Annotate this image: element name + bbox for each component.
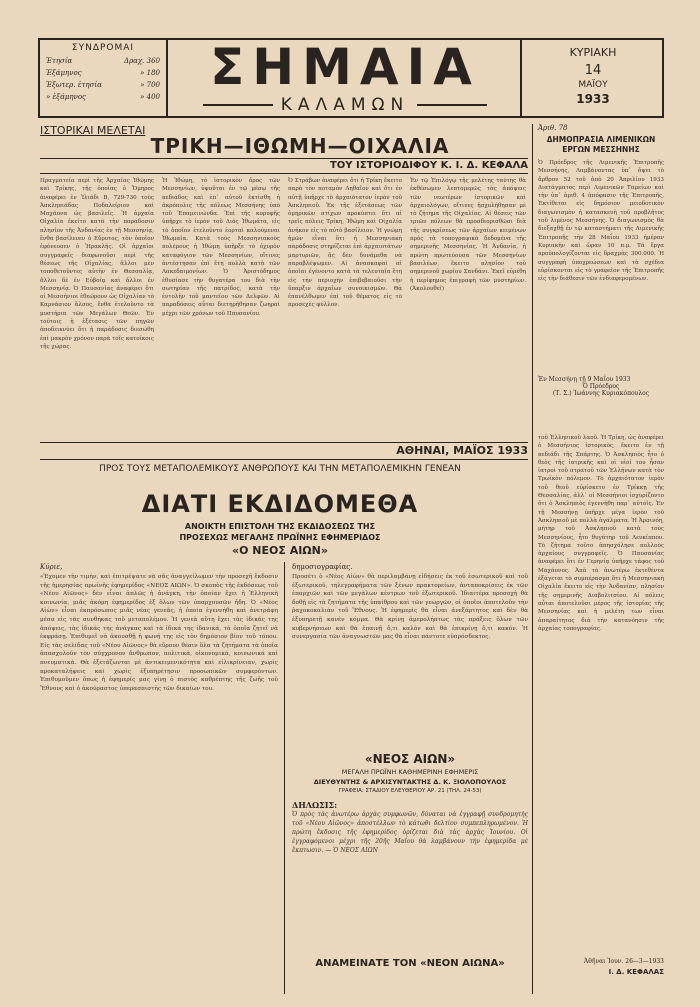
notice-place-date: Ἐν Μεσσήνῃ τῇ 9 Μαΐου 1933 xyxy=(538,376,631,383)
letter-salutation: Κύριε, xyxy=(40,563,63,571)
subtitle-row xyxy=(170,96,520,114)
letter-column: Προσέτι ὁ «Νέος Αἰὼν» θὰ περιλαμβάνῃ εἰδήσεις ἐκ τοῦ ἐσωτερικοῦ καὶ τοῦ ἐξωτερικοῦ, τηλεγραφήματα τῶν ξένων πρακτορείων, ἀνταποκρίσεις ἐκ τῶν ἐπαρχιῶν καὶ τῶν μεγάλων κέντρων τοῦ ἐξωτερικοῦ. Ἰδιαιτέρα προσοχὴ θὰ δοθῇ εἰς τὰ ζητήματα τῆς ὑπαίθρου καὶ τῶν γεωργῶν, οἱ ὁποῖοι ἀποτελοῦν τὴν ῥαχοκοκαλιὰν τοῦ Ἔθνους. Ἡ ἐφημερὶς θὰ εἶναι ἀνεξάρτητος καὶ δὲν θὰ ἐξυπηρετῇ κανὲν κόμμα. Θὰ κρίνῃ ἀμερολήπτως τὰς πράξεις ὅλων τῶν κυβερνήσεων καὶ θὰ ἐπαινῇ ὅ,τι καλὸν καὶ θὰ ἐπικρίνῃ ὅ,τι κακόν. Ἡ συνεργασία τῶν ἀναγνωστῶν μας θὰ εἶναι πάντοτε εὐπρόσδεκτος. xyxy=(292,574,528,641)
rule xyxy=(40,442,528,443)
notice-headline: ΔΗΜΟΠΡΑΣΙΑ ΛΙΜΕΝΙΚΩΝ ΕΡΓΩΝ ΜΕΣΣΗΝΗΣ xyxy=(546,135,656,154)
ad-editor: ΔΙΕΥΘΥΝΤΗΣ & ΑΡΧΙΣΥΝΤΑΚΤΗΣ Δ. Κ. ΞΙΟΛΟΠΟΥΛΟΣ xyxy=(313,778,507,786)
column-rule xyxy=(284,562,285,994)
history-column: Ἡ Ἰθώμη, τὸ ἱστορικὸν ὄρος τῶν Μεσσηνίων, ὑψοῦται ἐν τῷ μέσῳ τῆς πεδιάδος καὶ ἐπ᾽ αὐτοῦ ἐκτίσθη ἡ ἀκρόπολις τῆς πόλεως Μεσσήνης ὑπὸ τοῦ Ἐπαμεινώνδα. Ἐπὶ τῆς κορυφῆς ὑπῆρχε τὸ ἱερὸν τοῦ Διὸς Ἰθωμάτα, εἰς τὸ ὁποῖον ἐτελοῦντο ἑορταὶ καλούμεναι Ἰθωμαῖα. Κατὰ τοὺς Μεσσηνιακοὺς πολέμους ἡ Ἰθώμη ὑπῆρξε τὸ ὀχυρὸν καταφύγιον τῶν Μεσσηνίων, οἵτινες ἀντέστησαν ἐπὶ ἔτη πολλὰ κατὰ τῶν Λακεδαιμονίων. Ὁ Ἀριστόδημος ἐθυσίασε τὴν θυγατέρα του διὰ τὴν σωτηρίαν τῆς πατρίδος, κατὰ τὴν ἐντολὴν τοῦ μαντείου τῶν Δελφῶν. Αἱ παραδόσεις αὗται διετηρήθησαν ζωηραὶ μέχρι τῶν χρόνων τοῦ Παυσανίου. xyxy=(162,178,280,317)
rule xyxy=(40,173,528,174)
history-byline: ΤΟΥ ΙΣΤΟΡΙΟΔΙΦΟΥ Κ. Ι. Δ. ΚΕΦΑΛΑ xyxy=(329,160,528,171)
letter-dateline: ΑΘΗΝΑΙ, ΜΑΪΟΣ 1933 xyxy=(396,444,528,457)
history-headline: ΤΡΙΚΗ—ΙΘΩΜΗ—ΟΙΧΑΛΙΑ xyxy=(150,134,450,158)
declaration-text: Ὁ πρὸς τὰς ἀνωτέρω ἀρχὰς συμφωνῶν, δύναται νὰ ἐγγραφῇ συνδρομητὴς τοῦ «Νέου Αἰῶνος» ἀποστέλλων τὸ κάτωθι δελτίον συμπεπληρωμένον. Ἡ πρώτη ἔκδοσις τῆς ἐφημερίδος ὁρίζεται διὰ τὰς ἀρχὰς Ἰουνίου. Οἱ ἐγγραφόμενοι μέχρι τῆς 20ῆς Μαΐου θὰ λαμβάνουν τὴν ἐφημερίδα μὲ ἔκπτωσιν. — Ὁ ΝΕΟΣ ΑΙΩΝ xyxy=(292,811,528,854)
issue-date-box xyxy=(524,40,662,116)
notice-body: Ὁ Πρόεδρος τῆς Λιμενικῆς Ἐπιτροπῆς Μεσσήνης, Λαμβάνοντας ὑπ᾽ ὄψει τὸ ἄρθρον 52 τοῦ ἀπὸ 20 Ἀπριλίου 1933 Διατάγματος περὶ Λιμενικῶν Ταμείων καὶ τὴν ὑπ᾽ ἀριθ. 4 ἀπόφασιν τῆς Ἐπιτροπῆς, Ἐκτίθεται εἰς δημόσιον μειοδοτικὸν διαγωνισμὸν ἡ κατασκευὴ τοῦ προβλῆτος τοῦ λιμένος Μεσσήνης. Ὁ διαγωνισμὸς θὰ διεξαχθῇ ἐν τῷ καταστήματι τῆς Λιμενικῆς Ἐπιτροπῆς τὴν 28 Μαΐου 1933 ἡμέραν Κυριακὴν καὶ ὥραν 10 π.μ. Τὰ ἔργα προϋπολογίζονται εἰς δραχμὰς 300.000. Ἡ συγγραφὴ ὑποχρεώσεων καὶ τὰ σχέδια εὑρίσκονται εἰς τὸ γραφεῖον τῆς Ἐπιτροπῆς εἰς τὴν διάθεσιν τῶν ἐνδιαφερομένων. xyxy=(538,160,664,283)
ad-subtitle: ΜΕΓΑΛΗ ΠΡΩΪΝΗ ΚΑΘΗΜΕΡΙΝΗ ΕΦΗΜΕΡΙΣ xyxy=(341,768,479,776)
ad-address: ΓΡΑΦΕΙΑ: ΣΤΑΔΙΟΥ ΕΛΕΥΘΕΡΙΟΥ ΑΡ. 21 (ΤΗΛ. 24-53) xyxy=(338,788,482,794)
issue-date-year: 1933 xyxy=(576,92,610,106)
ad-title: «ΝΕΟΣ ΑΙΩΝ» xyxy=(364,752,456,766)
newspaper-title: ΣΗΜΑΙΑ xyxy=(210,38,480,96)
newspaper-subtitle: ΚΑΛΑΜΩΝ xyxy=(280,95,410,115)
rule xyxy=(40,459,528,460)
history-column: Ὁ Στράβων ἀναφέρει ὅτι ἡ Τρίκη ἔκειτο παρὰ τὸν ποταμὸν Ληθαῖον καὶ ὅτι ἐν αὐτῇ ὑπῆρχε τὸ ἀρχαιότατον ἱερὸν τοῦ Ἀσκληπιοῦ. Ἐκ τῆς ἐξετάσεως τῶν ὁμηρικῶν στίχων προκύπτει ὅτι αἱ τρεῖς πόλεις Τρίκη, Ἰθώμη καὶ Οἰχαλία ἀνήκον εἰς τὸ αὐτὸ βασίλειον. Ἡ γνώμη ἡμῶν εἶναι ὅτι ἡ Μεσσηνιακὴ παράδοσις στηρίζεται ἐπὶ ἀρχαιοτάτων μαρτυριῶν, ἃς δὲν δυνάμεθα νὰ παραβλέψωμεν. Αἱ ἀνασκαφαὶ αἱ ὁποῖαι ἐγένοντο κατὰ τὰ τελευταῖα ἔτη εἰς τὴν περιοχὴν ἐπιβεβαιοῦσι τὴν ὕπαρξιν ἀρχαίων συνοικισμῶν. Θὰ ἐπανέλθωμεν ἐπὶ τοῦ θέματος εἰς τὸ προσεχὲς φύλλον. xyxy=(288,178,402,309)
subscription-row: Ἐτησία Δραχ. 360 xyxy=(46,57,160,65)
newspaper-title-block xyxy=(170,38,520,118)
public-notice xyxy=(538,124,664,397)
right-column-date: Ἀθῆναι Ἰουν. 26—3—1933 xyxy=(583,958,664,965)
subtitle-rule xyxy=(417,104,487,106)
issue-day: ΚΥΡΙΑΚΗ xyxy=(569,46,617,59)
issue-date-day: 14 xyxy=(584,63,602,78)
letter-headline: ΔΙΑΤΙ ΕΚΔΙΔΟΜΕΘΑ xyxy=(141,490,419,518)
issue-date-month: ΜΑΪΟΥ xyxy=(578,80,608,90)
masthead-divider xyxy=(166,38,168,118)
section-label: ΙΣΤΟΡΙΚΑΙ ΜΕΛΕΤΑΙ xyxy=(40,124,146,137)
subscriptions-box xyxy=(40,40,166,116)
declaration-title: ΔΗΛΩΣΙΣ: xyxy=(292,800,338,810)
rule xyxy=(40,158,528,159)
masthead-divider xyxy=(520,38,522,118)
letter-kicker: ΠΡΟΣ ΤΟΥΣ ΜΕΤΑΠΟΛΕΜΙΚΟΥΣ ΑΝΘΡΩΠΟΥΣ ΚΑΙ ΤΗΝ ΜΕΤΑΠΟΛΕΜΙΚΗΝ ΓΕΝΕΑΝ xyxy=(99,464,461,474)
notice-sign-name: (Τ. Σ.) Ἰωάννης Κυριακόπουλος xyxy=(552,390,650,397)
letter-deck: «Ο ΝΕΟΣ ΑΙΩΝ» xyxy=(232,544,328,557)
subscription-row: Ἐξωτερ. ἐτησία » 700 xyxy=(46,81,160,89)
subtitle-rule xyxy=(203,104,273,106)
letter-column: «Ἐχομεν τὴν τιμὴν, καὶ ἐπιτρέψατε νὰ σᾶς ἀναγγείλωμεν τὴν προσεχῆ ἔκδοσιν τῆς ἡμερησίας πρωϊνῆς ἐφημερίδος «ΝΕΟΣ ΑΙΩΝ». Ὁ σκοπὸς τῆς ἐκδόσεως τοῦ «Νέου Αἰῶνος» δὲν εἶναι ἁπλῶς ἡ ἀνάγκη, τὴν ὁποίαν ἔχει ἡ Ἑλληνικὴ κοινωνία, μιᾶς ἀκόμη ἐφημερίδος ἐξ ὅλων τῶν ὑπαρχουσῶν ἤδη. Ὁ «Νέος Αἰὼν» εἶναι ἐκπρόσωπος μιᾶς νέας γενεᾶς, ἡ ὁποία ἐγεννήθη καὶ ἀνετράφη μέσα εἰς τὰς συνθήκας τοῦ μεταπολέμου. Ἡ γενεὰ αὕτη ἔχει τὰς ἰδικάς της ἀπόψεις, τὰς ἰδικάς της ἀνάγκας καὶ τὰ ἰδικά της ἰδανικά, τὰ ὁποῖα ζητεῖ νὰ ἐκφράσῃ. Ἐπιθυμεῖ νὰ ἀκουσθῇ ἡ φωνή της εἰς τὸν δημόσιον βίον τοῦ τόπου. Εἰς τὰς σελίδας τοῦ «Νέου Αἰῶνος» θὰ εὕρουν θέσιν ὅλα τὰ ζητήματα τὰ ὁποῖα ἀπασχολοῦν τὸν σύγχρονον ἄνθρωπον, πολιτικά, οἰκονομικά, κοινωνικά καὶ πνευματικά. Θὰ ἐξετάζωνται μὲ ἀντικειμενικότητα καὶ εἰλικρίνειαν, χωρὶς προκαταλήψεις καὶ χωρὶς ἐξυπηρέτησιν προσωπικῶν συμφερόντων. Ἐπιθυμοῦμεν ὅπως ἡ ἐφημερίς μας γίνῃ ὁ πιστὸς καθρέπτης τῆς ζωῆς τοῦ Ἔθνους καὶ ὁ ἀκούραστος ὑπερασπιστὴς τῶν δικαίων του. xyxy=(40,574,278,692)
notice-sign-title: Ὁ Πρόεδρος xyxy=(582,383,620,390)
subscription-row: Ἑξάμηνος » 180 xyxy=(46,69,160,77)
notice-label: Ἀριθ. 78 xyxy=(538,124,568,132)
right-column-author: Ι. Δ. ΚΕΦΑΛΑΣ xyxy=(608,968,664,976)
letter-deck: ΠΡΟΣΕΧΩΣ ΜΕΓΑΛΗΣ ΠΡΩΪΝΗΣ ΕΦΗΜΕΡΙΔΟΣ xyxy=(179,533,381,542)
letter-col2-title: δημοσιογραφίας. xyxy=(292,563,353,571)
history-column: Πραγματεία περὶ τῆς Ἀρχαίας Ἰθώμης καὶ Τρίκης, τῆς ὁποίας ὁ Ὅμηρος ἀναφέρει ἐν Ἰλιάδι Β, 729-730 τοὺς Ἀσκληπιάδας Ποδαλείριον καὶ Μαχάονα ὡς βασιλεῖς. Ἡ ἀρχαία Οἰχαλία ἐκείτο κατὰ τὴν παράδοσιν πλησίον τῆς Ἀνδανίας ἐν τῇ Μεσσηνίᾳ, ἔνθα βασίλευεν ὁ Εὔρυτος, τὸν ὁποῖον ἐφόνευσεν ὁ Ἡρακλῆς. Οἱ ἀρχαῖοι συγγραφεῖς διαφωνοῦσι περὶ τῆς θέσεως τῆς Οἰχαλίας, ἄλλοι μὲν τοποθετοῦντες αὐτὴν ἐν Θεσσαλίᾳ, ἄλλοι δὲ ἐν Εὐβοίᾳ καὶ ἄλλοι ἐν Μεσσηνίᾳ. Ὁ Παυσανίας ἀναφέρει ὅτι οἱ Μεσσήνιοι ἐθεώρουν ὡς Οἰχαλίαν τὸ Καρνάσιον ἄλσος, ἔνθα ἐτελοῦντο τὰ μυστήρια τῶν Μεγάλων Θεῶν. Ἐν τούτοις ἡ ἐξέτασις τῶν πηγῶν ἀποδεικνύει ὅτι ἡ παράδοσις διεσώθη ἐπὶ μακρὸν χρόνον παρὰ τοῖς κατοίκοις τῆς χώρας. xyxy=(40,178,154,350)
history-column: Ἐν τῷ Ἐπιλόγῳ τῆς μελέτης ταύτης θὰ ἐκθέσωμεν λεπτομερῶς τὰς ἀπόψεις τῶν νεωτέρων ἱστορικῶν καὶ ἀρχαιολόγων, οἵτινες ἠσχολήθησαν μὲ τὸ ζήτημα τῆς Οἰχαλίας. Αἱ θέσεις τῶν τριῶν πόλεων θὰ προσδιορισθῶσι διὰ τῆς συγκρίσεως τῶν ἀρχαίων κειμένων πρὸς τὰ τοπογραφικὰ δεδομένα τῆς σημερινῆς Μεσσηνίας. Ἡ Ἀνδανία, ἡ πρώτη πρωτεύουσα τῶν Μεσσηνίων βασιλέων, ἔκειτο πλησίον τοῦ σημερινοῦ χωρίου Σανδάνι. Ἐκεῖ εὑρέθη ἡ περίφημος ἐπιγραφὴ τῶν μυστηρίων. (Ἀκολουθεῖ) xyxy=(410,178,526,292)
column-rule xyxy=(532,124,533,994)
letter-deck: ΑΝΟΙΚΤΗ ΕΠΙΣΤΟΛΗ ΤΗΣ ΕΚΔΙΔΟΣΕΩΣ ΤΗΣ xyxy=(184,522,376,531)
subscriptions-title: ΣΥΝΔΡΟΜΑΙ xyxy=(71,43,135,53)
right-column: τοῦ Ἑλληνικοῦ λαοῦ. Ἡ Τρίκη, ὡς ἀναφέρει ὁ Μεσσήνιος ἱστορικὸς, ἔκειτο ἐν τῇ πεδιάδι τῆς Σπάρτης. Ὁ Ἀσκληπιὸς ἦτο ὁ θεὸς τῆς ἰατρικῆς καὶ οἱ υἱοί του ἦσαν ἰατροὶ τοῦ στρατοῦ τῶν Ἑλλήνων κατὰ τὸν Τρωϊκὸν πόλεμον. Τὸ ἀρχαιότατον ἱερὸν τοῦ θεοῦ εὑρίσκετο ἐν Τρίκκῃ τῆς Θεσσαλίας, ἀλλ᾽ οἱ Μεσσήνιοι ἰσχυρίζοντο ὅτι ὁ Ἀσκληπιὸς ἐγεννήθη παρ᾽ αὐτοῖς. Ἐν τῇ Μεσσήνῃ ὑπῆρχε μέγα ἱερὸν τοῦ Ἀσκληπιοῦ μὲ πολλὰ ἀγάλματα. Ἡ Ἀρσινόη, μήτηρ τοῦ Ἀσκληπιοῦ κατὰ τοὺς Μεσσηνίους, ἦτο θυγάτηρ τοῦ Λευκίππου. Τὸ ζήτημα τοῦτο ἀπησχόλησε πολλοὺς ἀρχαίους συγγραφεῖς. Ὁ Παυσανίας ἀναφέρει ὅτι ἐν Γερηνίᾳ ὑπῆρχε τάφος τοῦ Μαχάονος. Ἀπὸ τὰ ἀνωτέρω ἐκτεθέντα ἐξάγεται τὸ συμπέρασμα ὅτι ἡ Μεσσηνιακὴ Οἰχαλία ἔκειτο εἰς τὴν Ἀνδανίαν, πλησίον τῆς σημερινῆς Διαβολιτσίου. Αἱ πόλεις αὗται ἀποτελοῦσι μέρος τῆς ἱστορίας τῆς Μεσσηνίας καὶ ἡ μελέτη των εἶναι ἀπαραίτητος διὰ τὴν κατανόησιν τῆς ἀρχαίας τοπογραφίας. xyxy=(538,435,664,632)
subscription-row: » ἑξάμηνος » 400 xyxy=(46,93,160,101)
letter-footer: ΑΝΑΜΕΙΝΑΤΕ ΤΟΝ «ΝΕΟΝ ΑΙΩΝΑ» xyxy=(315,958,505,969)
